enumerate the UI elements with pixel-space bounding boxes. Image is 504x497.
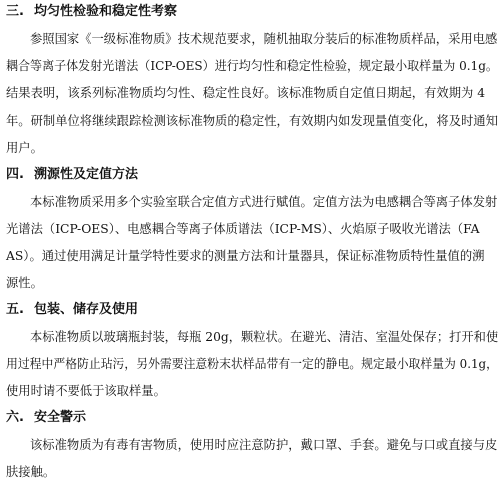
paragraph-line: 结果表明，该系列标准物质均匀性、稳定性良好。该标准物质自定值日期起，有效期为 4 <box>6 86 486 100</box>
paragraph-line: 本标准物质采用多个实验室联合定值方式进行赋值。定值方法为电感耦合等离子体发射 <box>30 195 498 209</box>
paragraph-line: 光谱法（ICP-OES）、电感耦合等离子体质谱法（ICP-MS）、火焰原子吸收光谱法（FA <box>6 222 480 236</box>
section-number: 四. <box>6 167 24 182</box>
paragraph-line: 肤接触。 <box>6 465 56 479</box>
paragraph-line: 年。研制单位将继续跟踪检测该标准物质的稳定性，有效期内如发现量值变化，将及时通知 <box>6 114 498 128</box>
section-number: 六. <box>6 410 24 425</box>
paragraph-line: AS）。通过使用满足计量学特性要求的测量方法和计量器具，保证标准物质特性量值的溯 <box>6 249 485 263</box>
section-title: 溯源性及定值方法 <box>34 167 139 182</box>
paragraph-line: 使用时请不要低于该取样量。 <box>6 384 166 398</box>
section-title: 包装、储存及使用 <box>34 302 139 317</box>
section-heading-5 <box>6 302 138 318</box>
paragraph-line: 用户。 <box>6 141 43 155</box>
section-heading-6 <box>6 410 86 426</box>
paragraph-line: 该标准物质为有毒有害物质，使用时应注意防护，戴口罩、手套。避免与口或直接与皮 <box>30 438 498 452</box>
section-number: 三. <box>6 4 24 19</box>
paragraph-line: 用过程中严格防止玷污，另外需要注意粉末状样品带有一定的静电。规定最小取样量为 0.1g， <box>6 357 498 371</box>
paragraph-line: 源性。 <box>6 276 43 290</box>
section-title: 均匀性检验和稳定性考察 <box>34 4 178 19</box>
paragraph-line: 本标准物质以玻璃瓶封装，每瓶 20g，颗粒状。在避光、清洁、室温处保存；打开和使 <box>30 330 499 344</box>
paragraph-line: 耦合等离子体发射光谱法（ICP-OES）进行均匀性和稳定性检验，规定最小取样量为 0.1g。 <box>6 59 498 73</box>
section-heading-4 <box>6 167 138 183</box>
paragraph-line: 参照国家《一级标准物质》技术规范要求，随机抽取分装后的标准物质样品，采用电感 <box>30 32 498 46</box>
section-number: 五. <box>6 302 24 317</box>
section-heading-3 <box>6 4 177 20</box>
section-title: 安全警示 <box>34 410 87 425</box>
